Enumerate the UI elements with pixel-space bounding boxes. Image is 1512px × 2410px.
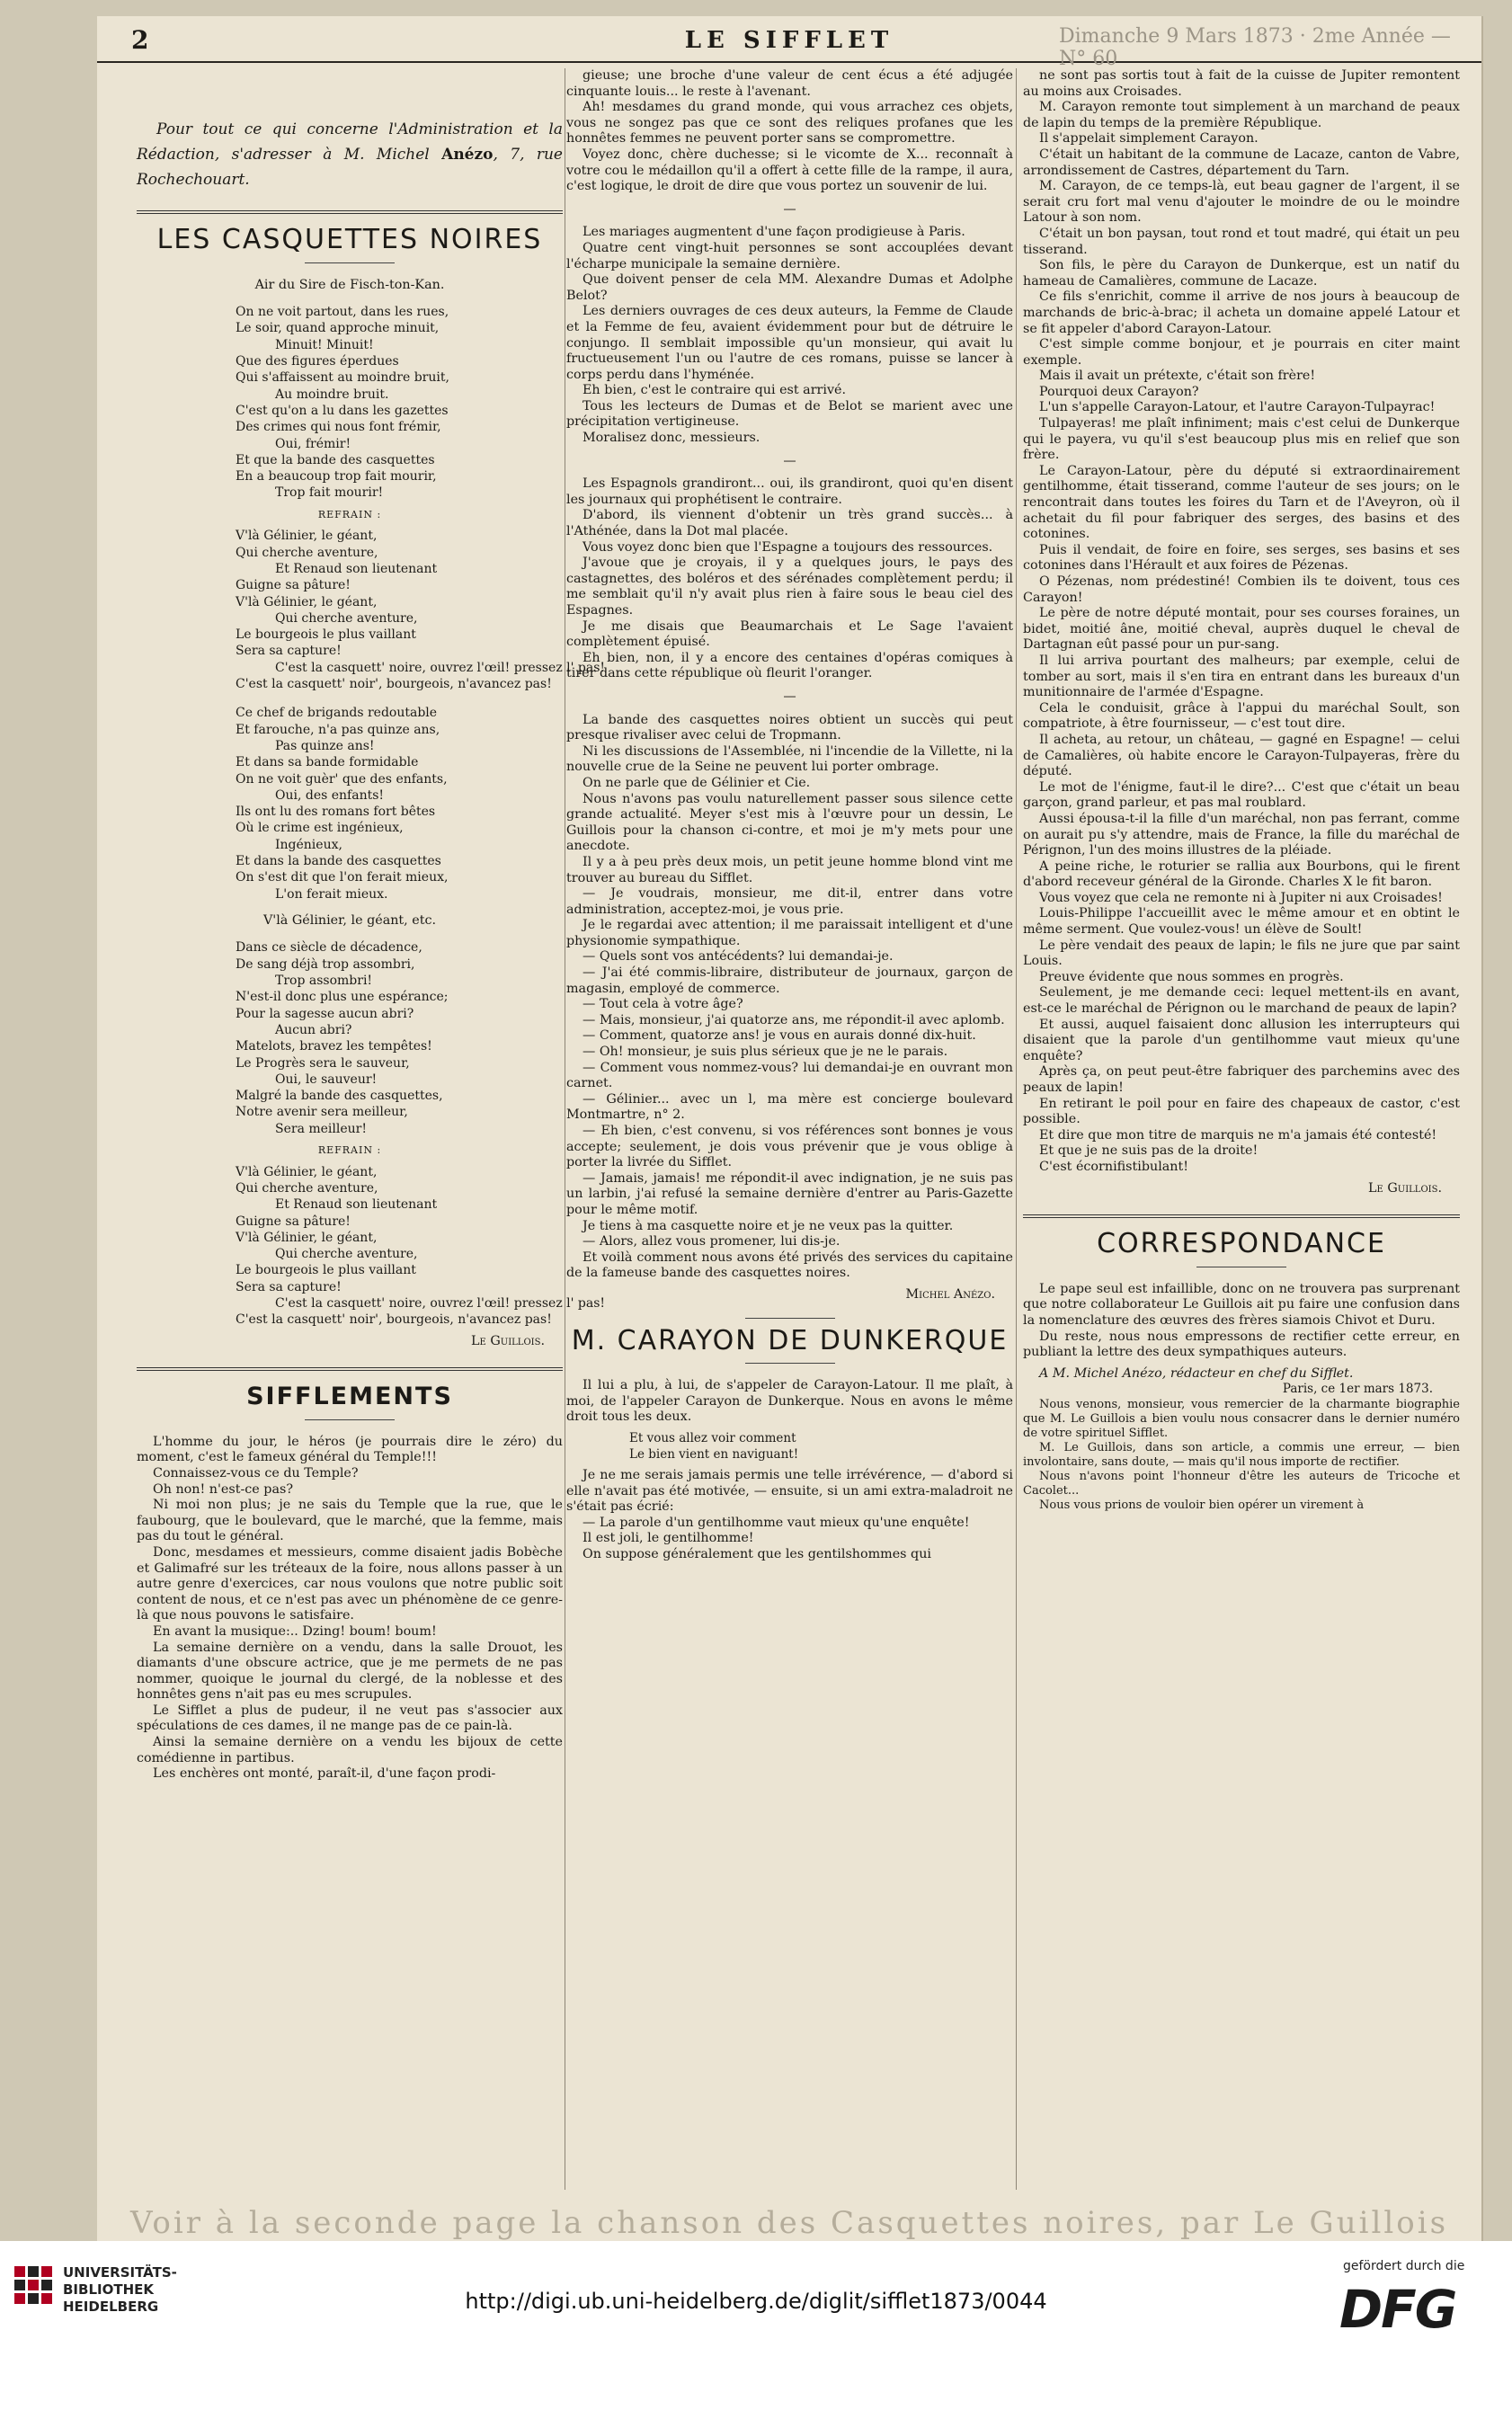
column-signature: Michel Anézo. (905, 1286, 995, 1302)
stanza-2 (137, 705, 563, 903)
paragraph: D'abord, ils viennent d'obtenir un très grand succès... à l'Athénée, dans la Dot mal placée. (566, 508, 1013, 539)
paragraph: C'était un habitant de la commune de Lacaze, canton de Vabre, arrondissement de Castres, département du Tarn. (1023, 147, 1460, 178)
verse-line: Et dans la bande des casquettes (236, 853, 441, 868)
verse-line: Qui cherche aventure, (275, 610, 418, 626)
paragraph: — Gélinier... avec un l, ma mère est concierge boulevard Montmartre, n° 2. (566, 1091, 1013, 1123)
paragraph: Je ne me serais jamais permis une telle irrévérence, — d'abord si elle n'avait pas été motivée, — ensuite, si un ami extra-maladroit ne s'était pas écrié: (566, 1468, 1013, 1515)
paragraph: Oh non! n'est-ce pas? (153, 1481, 293, 1497)
paragraph: En retirant le poil pour en faire des chapeaux de castor, c'est possible. (1023, 1096, 1460, 1127)
verse-line: V'là Gélinier, le géant, (236, 1164, 378, 1179)
verse-line: C'est la casquett' noire, ouvrez l'œil! pressez l' pas! (275, 1296, 606, 1311)
column-1 (137, 68, 606, 2190)
paragraph: Les Espagnols grandiront... oui, ils grandiront, quoi qu'en disent les journaux qui prophétisent le contraire. (566, 476, 1013, 507)
paragraph: C'est simple comme bonjour, et je pourrais en citer maint exemple. (1023, 337, 1460, 368)
refrain-short: V'là Gélinier, le géant, etc. (262, 912, 437, 928)
paragraph: — La parole d'un gentilhomme vaut mieux qu'une enquête! (583, 1515, 970, 1530)
masthead-faint-text: Dimanche 9 Mars 1873 · 2me Année — N° 60 (1059, 25, 1451, 70)
paragraph: Et aussi, auquel faisaient donc allusion les interrupteurs qui disaient que la parole d'un gentilhomme vaut mieux qu'une enquête? (1023, 1017, 1460, 1063)
paragraph: Nous venons, monsieur, vous remercier de la charmante biographie que M. Le Guillois a bien voulu nous consacrer dans le dernier numéro de votre spirituel Sifflet. (1023, 1397, 1460, 1440)
paragraph: L'un s'appelle Carayon-Latour, et l'autre Carayon-Tulpayrac! (1039, 400, 1436, 415)
paragraph: M. Carayon remonte tout simplement à un marchand de peaux de lapin du temps de la première République. (1023, 100, 1460, 130)
paragraph: — Quels sont vos antécédents? lui demandai-je. (583, 949, 894, 965)
verse-line: Minuit! Minuit! (275, 337, 374, 352)
refrain-label: REFRAIN : (317, 1144, 382, 1157)
paragraph: Ah! mesdames du grand monde, qui vous arrachez ces objets, vous ne songez pas que ce sont des reliques profanes que les honnêtes femmes ne peuvent porter sans se compromettre. (566, 100, 1013, 147)
paragraph: Et que je ne suis pas de la droite! (1039, 1143, 1259, 1159)
verse-line: Le Progrès sera le sauveur, (236, 1055, 410, 1071)
verse-line: On ne voit guèr' que des enfants, (236, 771, 448, 787)
paragraph: Tous les lecteurs de Dumas et de Belot se marient avec une précipitation vertigineuse. (566, 398, 1013, 430)
paragraph: Il s'appelait simplement Carayon. (1039, 131, 1259, 147)
double-rule (1023, 1214, 1460, 1218)
paragraph: Je tiens à ma casquette noire et je ne veux pas la quitter. (583, 1218, 954, 1233)
verse-line: Notre avenir sera meilleur, (236, 1105, 408, 1120)
paragraph: Puis il vendait, de foire en foire, ses serges, ses basins et ses cotonines dans l'Hérault et aux foires de Pézenas. (1023, 542, 1460, 574)
carayon-body (566, 1468, 1013, 1563)
paragraph: Je me disais que Beaumarchais et Le Sage l'avaient complètement épuisé. (566, 618, 1013, 650)
marriages-section (566, 225, 1013, 446)
verse-line: C'est la casquett' noir', bourgeois, n'avancez pas! (236, 677, 552, 692)
paragraph: — Mais, monsieur, j'ai quatorze ans, me répondit-il avec aplomb. (583, 1012, 1005, 1027)
verse-line: Sera sa capture! (236, 1279, 342, 1294)
paragraph: J'avoue que je croyais, il y a quelques jours, le pays des castagnettes, des boléros et des sérénades complètement perdu; il me semblait qu'il n'y avait plus rien à faire sous le beau ciel des Espagnes. (566, 556, 1013, 618)
sponsor-caption: gefördert durch die (1343, 2259, 1465, 2273)
verse-line: Pas quinze ans! (275, 738, 375, 753)
paragraph: Vous voyez donc bien que l'Espagne a toujours des ressources. (583, 539, 993, 555)
verse-line: En a beaucoup trop fait mourir, (236, 469, 437, 485)
paragraph: Et voilà comment nous avons été privés des services du capitaine de la fameuse bande des casquettes noires. (566, 1249, 1013, 1281)
paragraph: — Jamais, jamais! me répondit-il avec indignation, je ne suis pas un larbin, j'ai refusé la semaine dernière d'entrer au Paris-Gazette pour le même motif. (566, 1170, 1013, 1217)
paragraph: Moralisez donc, messieurs. (583, 431, 760, 446)
section-dash: — (783, 689, 796, 704)
verse-line: N'est-il donc plus une espérance; (236, 990, 449, 1005)
verse-line: Ce chef de brigands redoutable (236, 706, 438, 721)
paragraph: Connaissez-vous ce du Temple? (153, 1465, 359, 1481)
administration-notice: Pour tout ce qui concerne l'Administration et la Rédaction, s'adresser à M. Michel Anézo, 7, rue Rochechouart. (137, 120, 563, 189)
carayon-signature: Le Guillois. (1368, 1180, 1442, 1196)
verse-line: Guigne sa pâture! (236, 1214, 351, 1229)
paragraph: — Comment vous nommez-vous? lui demandai-je en ouvrant mon carnet. (566, 1060, 1013, 1091)
paragraph: Quatre cent vingt-huit personnes se sont accouplées devant l'écharpe municipale la semaine dernière. (566, 240, 1013, 271)
dfg-logo: DFG (1339, 2279, 1456, 2340)
verse-line: V'là Gélinier, le géant, (236, 529, 378, 544)
paragraph: — Oh! monsieur, je suis plus sérieux que je ne le parais. (583, 1045, 948, 1060)
paragraph: La semaine dernière on a vendu, dans la salle Drouot, les diamants d'une obscure actrice, que je me permets de ne pas nommer, quoique le journal du clergé, de la noblesse et des honnêtes gens n'ait pas eu mes scrupules. (137, 1640, 563, 1703)
verse-line: Oui, des enfants! (275, 787, 385, 803)
verse-line: Matelots, bravez les tempêtes! (236, 1039, 432, 1054)
paragraph: Je le regardai avec attention; il me paraissait intelligent et d'une physionomie sympathique. (566, 918, 1013, 948)
refrain-label: REFRAIN : (317, 508, 382, 520)
verse-line: Pour la sagesse aucun abri? (236, 1006, 414, 1021)
spain-section (566, 476, 1013, 682)
column-divider (1016, 68, 1017, 2190)
stanza-1 (137, 304, 563, 502)
paragraph: Le pape seul est infaillible, donc on ne trouvera pas surprenant que notre collaborateur Le Guillois ait pu faire une confusion dans la nomenclature des œuvres des frères siamois Chivot et Duru. (1023, 1281, 1460, 1328)
verse-line: C'est la casquett' noire, ouvrez l'œil! pressez l' pas! (275, 660, 606, 675)
verse-line: Trop fait mourir! (275, 485, 384, 501)
paragraph: Pourquoi deux Carayon? (1039, 384, 1199, 399)
bleed-through-text: Voir à la seconde page la chanson des Casquettes noires, par Le Guillois (129, 2205, 1449, 2241)
paragraph: Il lui arriva pourtant des malheurs; par exemple, celui de tomber au sort, mais il s'en tira en entrant dans les bureaux d'un munitionnaire de l'armée d'Espagne. (1023, 653, 1460, 700)
paragraph: Il y a à peu près deux mois, un petit jeune homme blond vint me trouver au bureau du Sifflet. (566, 854, 1013, 885)
letter-body (1023, 1398, 1460, 1513)
carayon-quote-line: Le bien vient en naviguant! (629, 1446, 799, 1462)
verse-line: Que des figures éperdues (236, 354, 399, 369)
paragraph: Il est joli, le gentilhomme! (583, 1531, 754, 1546)
paragraph: Le Carayon-Latour, père du député si extraordinairement gentilhomme, était tisserand, comme l'auteur de ses jours; on le rencontrait dans toutes les foires du Tarn et de l'Aveyron, où il achetait du fil pour fabriquer des serges, des basins et des cotonines. (1023, 463, 1460, 542)
correspondance-title: CORRESPONDANCE (1097, 1228, 1386, 1260)
carayon-quote-line: Et vous allez voir comment (629, 1430, 796, 1445)
divider (305, 262, 395, 263)
song-title: LES CASQUETTES NOIRES (156, 224, 543, 255)
paragraph: Que doivent penser de cela MM. Alexandre Dumas et Adolphe Belot? (566, 272, 1013, 303)
paragraph: Aussi épousa-t-il la fille d'un maréchal, non pas ferrant, comme on aurait pu s'y attendre, mais de France, la fille du maréchal de Pérignon, l'un des moins illustres de la pléiade. (1023, 811, 1460, 858)
verse-line: Aucun abri? (275, 1022, 352, 1037)
double-rule (137, 210, 563, 214)
paragraph: Il acheta, au retour, un château, — gagné en Espagne! — celui de Camalières, où habite encore le Carayon-Tulpayeras, frère du député. (1023, 732, 1460, 779)
paragraph: Nous n'avons pas voulu naturellement passer sous silence cette grande actualité. Meyer s'est mis à l'œuvre pour un dessin, Le Guillois pour la chanson ci-contre, et moi je m'y mets pour une anecdote. (566, 791, 1013, 854)
verse-line: Qui cherche aventure, (275, 1247, 418, 1262)
verse-line: Et Renaud son lieutenant (275, 1197, 438, 1213)
page-header (97, 16, 1481, 70)
verse-line: Qui cherche aventure, (236, 545, 378, 560)
library-name: UNIVERSITÄTS- BIBLIOTHEK HEIDELBERG (63, 2264, 177, 2315)
stanza-3 (137, 939, 563, 1137)
carayon-intro: Il lui a plu, à lui, de s'appeler de Carayon-Latour. Il me plaît, à moi, de l'appeler Carayon de Dunkerque. Nous en avons le même droit tous les deux. (566, 1378, 1013, 1425)
verse-line: Sera meilleur! (275, 1121, 367, 1136)
paragraph: C'était un bon paysan, tout rond et tout madré, qui était un peu tisserand. (1023, 226, 1460, 257)
verse-line: Des crimes qui nous font frémir, (236, 420, 441, 435)
verse-line: Et que la bande des casquettes (236, 452, 435, 467)
paragraph: Ainsi la semaine dernière on a vendu les bijoux de cette comédienne in partibus. (137, 1735, 563, 1765)
paragraph: ne sont pas sortis tout à fait de la cuisse de Jupiter remontent au moins aux Croisades. (1023, 68, 1460, 99)
paragraph: Les enchères ont monté, paraît-il, d'une façon prodi- (153, 1766, 496, 1782)
paragraph: Le mot de l'énigme, faut-il le dire?... C'est que c'était un beau garçon, grand parleur, et pas mal roublard. (1023, 779, 1460, 811)
paragraph: — Tout cela à votre âge? (583, 997, 743, 1012)
song-air: Air du Sire de Fisch-ton-Kan. (254, 277, 445, 292)
paragraph: Nous n'avons point l'honneur d'être les auteurs de Tricoche et Cacolet... (1023, 1469, 1460, 1498)
paragraph: — Je voudrais, monsieur, me dit-il, entrer dans votre administration, acceptez-moi, je vous prie. (566, 886, 1013, 917)
paragraph: Et dire que mon titre de marquis ne m'a jamais été contesté! (1039, 1127, 1437, 1143)
paragraph: — Alors, allez vous promener, lui dis-je. (583, 1234, 840, 1249)
paragraph: Son fils, le père du Carayon de Dunkerque, est un natif du hameau de Camalières, commune de Lacaze. (1023, 258, 1460, 289)
paragraph: Ni les discussions de l'Assemblée, ni l'incendie de la Villette, ni la nouvelle crue de la Seine ne peuvent lui porter ombrage. (566, 743, 1013, 775)
verse-line: Sera sa capture! (236, 644, 342, 659)
paragraph: Nous vous prions de vouloir bien opérer un virement à (1039, 1498, 1365, 1512)
section-dash: — (783, 201, 796, 217)
viewer-footer (0, 2241, 1512, 2410)
verse-line: Qui cherche aventure, (236, 1180, 378, 1196)
verse-line: L'on ferait mieux. (275, 886, 388, 902)
paragraph: Eh bien, c'est le contraire qui est arrivé. (583, 383, 847, 398)
paragraph: — J'ai été commis-libraire, distributeur de journaux, garçon de magasin, employé de commerce. (566, 965, 1013, 996)
paragraph: Le Sifflet a plus de pudeur, il ne veut pas s'associer aux spéculations de ces dames, il ne mange pas de ce pain-là. (137, 1703, 563, 1734)
paragraph: Tulpayeras! me plaît infiniment; mais c'est celui de Dunkerque qui le payera, vu qu'il s'est beaucoup plus mis en relief que son frère. (1023, 416, 1460, 463)
masthead-title: LE SIFFLET (684, 27, 894, 54)
paragraph: C'est écornifistibulant! (1039, 1159, 1188, 1174)
verse-line: Malgré la bande des casquettes, (236, 1089, 443, 1104)
paragraph: Mais il avait un prétexte, c'était son frère! (1039, 369, 1316, 384)
jewels-section (566, 68, 1013, 195)
verse-line: De sang déjà trop assombri, (236, 956, 415, 972)
verse-line: On ne voit partout, dans les rues, (236, 305, 449, 320)
verse-line: V'là Gélinier, le géant, (236, 594, 378, 609)
paragraph: Cela le conduisit, grâce à l'appui du maréchal Soult, son compatriote, à être fournisseur, — c'est tout dire. (1023, 700, 1460, 732)
paragraph: Le père vendait des peaux de lapin; le fils ne jure que par saint Louis. (1023, 938, 1460, 969)
verse-line: Trop assombri! (275, 974, 373, 989)
verse-line: Le soir, quand approche minuit, (236, 321, 440, 336)
sifflements-body (137, 1435, 563, 1783)
verse-line: Qui s'affaissent au moindre bruit, (236, 370, 449, 386)
paragraph: A peine riche, le roturier se rallia aux Bourbons, qui le firent d'abord receveur général de la Gironde. Charles X le fit baron. (1023, 858, 1460, 890)
paragraph: Seulement, je me demande ceci: lequel mettent-ils en avant, est-ce le maréchal de Pérignon ou le marchand de peaux de lapin? (1023, 985, 1460, 1017)
verse-line: Au moindre bruit. (275, 387, 389, 402)
verse-line: Guigne sa pâture! (236, 578, 351, 593)
verse-line: Ils ont lu des romans fort bêtes (236, 805, 436, 820)
verse-line: Oui, frémir! (275, 436, 351, 451)
paragraph: Eh bien, non, il y a encore des centaines d'opéras comiques à tirer dans cette république où fleurit l'oranger. (566, 650, 1013, 681)
refrain (137, 528, 606, 692)
verse-line: Le bourgeois le plus vaillant (236, 1263, 416, 1278)
verse-line: V'là Gélinier, le géant, (236, 1230, 378, 1245)
verse-line: C'est la casquett' noir', bourgeois, n'avancez pas! (236, 1312, 552, 1328)
paragraph: Louis-Philippe l'accueillit avec le même amour et en obtint le même serment. Que voulez-vous! un élève de Soult! (1023, 906, 1460, 938)
column-3 (1023, 68, 1460, 2190)
paragraph: O Pézenas, nom prédestiné! Combien ils te doivent, tous ces Carayon! (1023, 574, 1460, 605)
verse-line: Et dans sa bande formidable (236, 755, 419, 770)
paragraph: Donc, mesdames et messieurs, comme disaient jadis Bobèche et Galimafré sur les tréteaux de la foire, nous allons passer à un autre genre d'exercices, car nous voulons que notre public soit content de nous, et ce n'est pas avec un phénomène de ce genre-là que nous pouvons le satisfaire. (137, 1544, 563, 1623)
song-signature: Le Guillois. (471, 1333, 545, 1348)
verse-line: Oui, le sauveur! (275, 1072, 378, 1087)
column-2 (566, 68, 1013, 2190)
paragraph: Les derniers ouvrages de ces deux auteurs, la Femme de Claude et la Femme de feu, avaient évidemment pour but de détruire le conjungo. Il semblait impossible qu'un monsieur, qui avait lu fructueusement l'un ou l'autre de ces romans, puisse se lancer à corps perdu dans l'hyménée. (566, 304, 1013, 382)
paragraph: — Comment, quatorze ans! je vous en aurais donné dix-huit. (583, 1028, 976, 1044)
section-dash: — (783, 453, 796, 468)
paragraph: Vous voyez que cela ne remonte ni à Jupiter ni aux Croisades! (1039, 890, 1443, 905)
paragraph: Le père de notre député montait, pour ses courses foraines, un bidet, moitié âne, moitié cheval, auprès duquel le cheval de Dartagnan eût passé pour un pur-sang. (1023, 606, 1460, 653)
verse-line: C'est qu'on a lu dans les gazettes (236, 403, 449, 418)
letter-address: A M. Michel Anézo, rédacteur en chef du Sifflet. (1039, 1365, 1354, 1381)
divider (745, 1318, 835, 1319)
carayon-continued (1023, 68, 1460, 1176)
divider (305, 1419, 395, 1420)
newspaper-page (97, 16, 1483, 2241)
verse-line: Ingénieux, (275, 837, 342, 852)
paragraph: M. Le Guillois, dans son article, a commis une erreur, — bien involontaire, sans doute, — mais qu'il nous importe de rectifier. (1023, 1440, 1460, 1469)
paragraph: M. Carayon, de ce temps-là, eut beau gagner de l'argent, il se serait cru fort mal venu d'ajouter le moindre de ou le moindre Latour à son nom. (1023, 179, 1460, 226)
paragraph: gieuse; une broche d'une valeur de cent écus a été adjugée cinquante louis... le reste à l'avenant. (566, 68, 1013, 99)
paragraph: La bande des casquettes noires obtient un succès qui peut presque rivaliser avec celui de Tropmann. (566, 712, 1013, 743)
paragraph: On suppose généralement que les gentilshommes qui (583, 1547, 931, 1562)
paragraph: Les mariages augmentent d'une façon prodigieuse à Paris. (583, 225, 965, 240)
verse-line: Et farouche, n'a pas quinze ans, (236, 722, 440, 737)
letter-dateline: Paris, ce 1er mars 1873. (1282, 1382, 1433, 1397)
paragraph: On ne parle que de Gélinier et Cie. (583, 775, 811, 790)
refrain-repeat (137, 1164, 606, 1329)
verse-line: On s'est dit que l'on ferait mieux, (236, 870, 449, 885)
verse-line: Où le crime est ingénieux, (236, 821, 404, 836)
sifflements-title: SIFFLEMENTS (246, 1383, 453, 1411)
correspondance-body (1023, 1282, 1460, 1361)
double-rule (137, 1367, 563, 1371)
carayon-title: M. CARAYON DE DUNKERQUE (571, 1324, 1009, 1356)
paragraph: — Eh bien, c'est convenu, si vos références sont bonnes je vous accepte; seulement, je dois vous prévenir que je vous oblige à porter la livrée du Sifflet. (566, 1124, 1013, 1170)
paragraph: En avant la musique:.. Dzing! boum! boum! (153, 1623, 437, 1639)
divider (745, 1363, 835, 1364)
verse-line: Le bourgeois le plus vaillant (236, 627, 416, 643)
page-number: 2 (131, 25, 149, 55)
paragraph: Ni moi non plus; je ne sais du Temple que la rue, que le faubourg, que le boulevard, que le marché, que la femme, mais pas du tout le général. (137, 1498, 563, 1544)
casquettes-anecdote (566, 713, 1013, 1282)
verse-line: Dans ce siècle de décadence, (236, 940, 422, 956)
paragraph: Après ça, on peut peut-être fabriquer des parchemins avec des peaux de lapin! (1023, 1064, 1460, 1095)
verse-line: Et Renaud son lieutenant (275, 561, 438, 576)
paragraph: Du reste, nous nous empressons de rectifier cette erreur, en publiant la lettre des deux sympathiques auteurs. (1023, 1329, 1460, 1360)
permalink-url[interactable]: http://digi.ub.uni-heidelberg.de/diglit/sifflet1873/0044 (465, 2289, 1047, 2314)
paragraph: Preuve évidente que nous sommes en progrès. (1039, 969, 1344, 984)
paragraph: Voyez donc, chère duchesse; si le vicomte de X... reconnaît à votre cou le médaillon qu'il a offert à cette fille de la rampe, il aura, c'est logique, le droit de dire que vous portez un souvenir de lui. (566, 147, 1013, 194)
paragraph: Ce fils s'enrichit, comme il arrive de nos jours à beaucoup de marchands de bric-à-brac; il acheta un domaine appelé Latour et se fit appeler d'abord Carayon-Latour. (1023, 289, 1460, 336)
paragraph: L'homme du jour, le héros (je pourrais dire le zéro) du moment, c'est le fameux général du Temple!!! (137, 1434, 563, 1465)
